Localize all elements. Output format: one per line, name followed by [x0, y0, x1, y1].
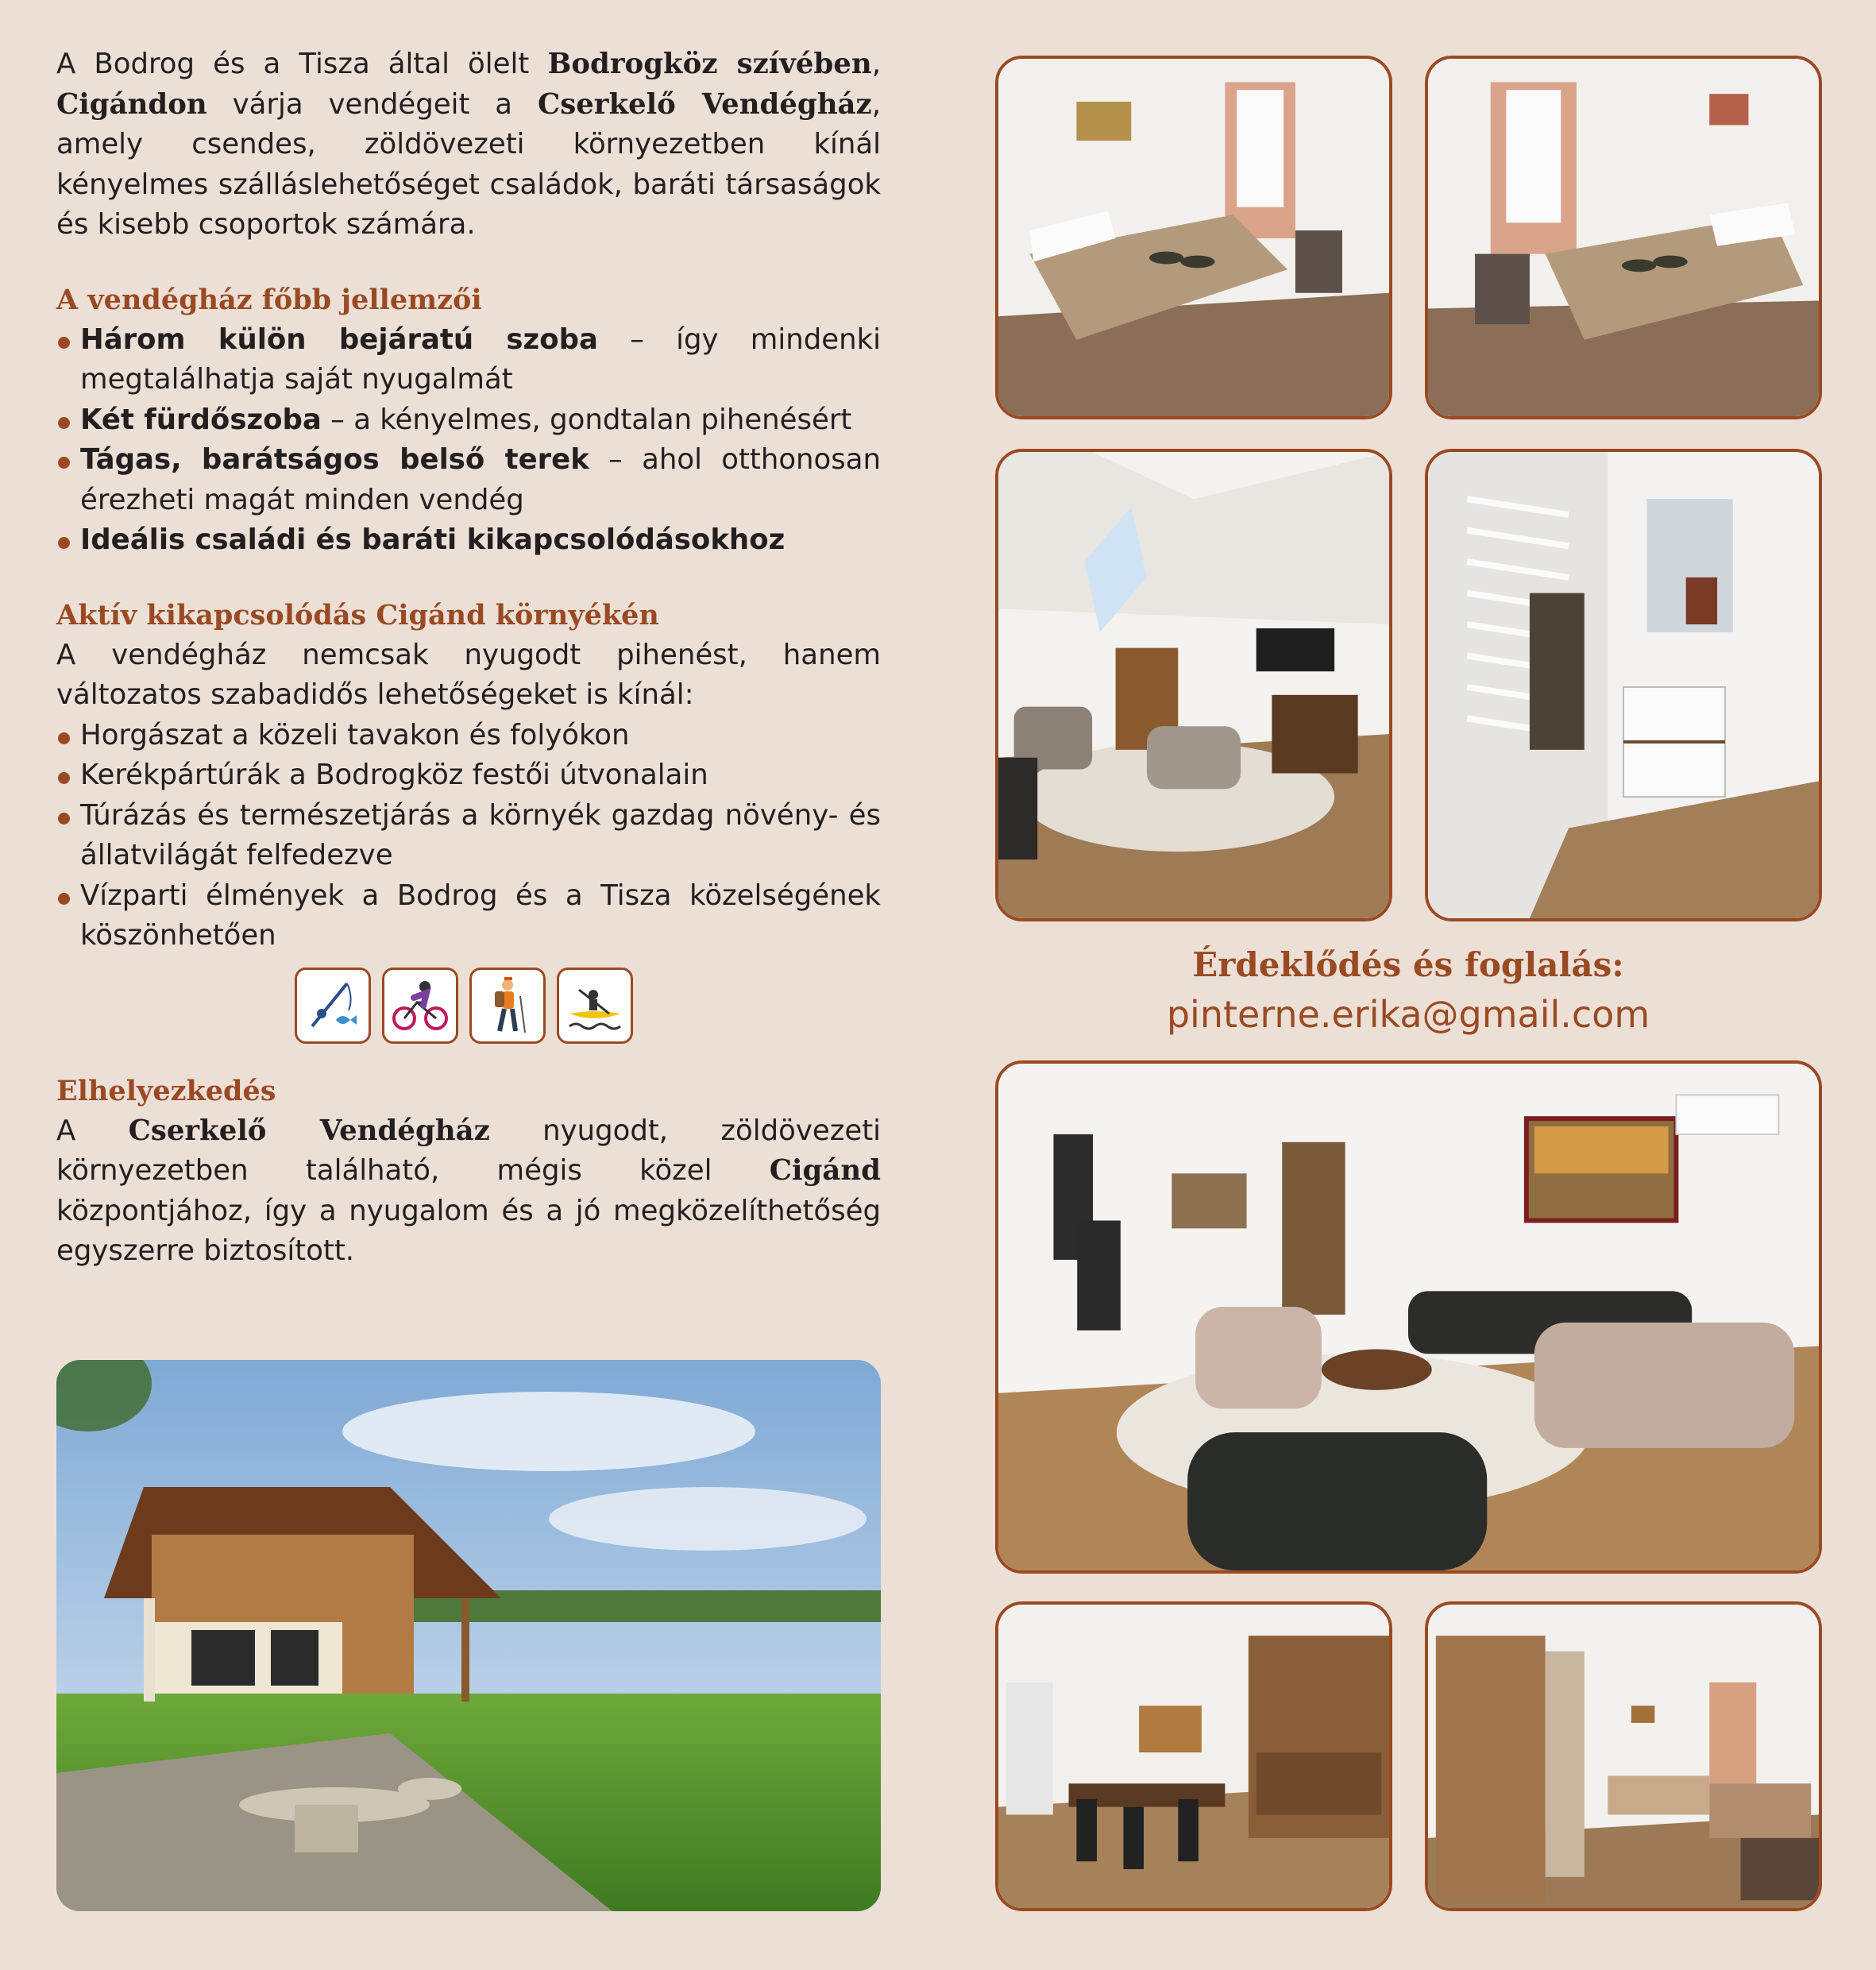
bedroom-photo-1: [995, 56, 1392, 419]
contact-email-link[interactable]: pinterne.erika@gmail.com: [1166, 993, 1650, 1036]
activities-heading: Aktív kikapcsolódás Cigánd környékén: [56, 598, 659, 632]
fishing-icon: [295, 968, 371, 1044]
list-item: Kerékpártúrák a Bodrogköz festői útvonalain: [56, 755, 881, 796]
activities-list: [56, 716, 881, 956]
activity-icons: [295, 968, 881, 1044]
bedroom-photo-2: [1425, 56, 1822, 419]
intro-paragraph: A Bodrog és a Tisza által ölelt Bodrogköz szívében, Cigándon várja vendégeit a Cserkelő Vendégház, amely csendes, zöldövezeti környezetben kínál kényelmes szálláslehetőséget családok, baráti társaságok és kisebb csoportok számára.: [56, 48, 881, 241]
list-item: Horgászat a közeli tavakon és folyókon: [56, 716, 881, 756]
list-item: Vízparti élmények a Bodrog és a Tisza közelségének köszönhetően: [56, 876, 881, 956]
list-item: Két fürdőszoba – a kényelmes, gondtalan pihenésért: [56, 400, 881, 441]
exterior-photo: [56, 1360, 881, 1911]
bathroom-photo: [1425, 449, 1822, 921]
contact-title: Érdeklődés és foglalás:: [1192, 945, 1624, 984]
list-item: Túrázás és természetjárás a környék gazdag növény- és állatvilágát felfedezve: [56, 796, 881, 876]
features-list: [56, 320, 881, 561]
kitchen-photo: [995, 1601, 1392, 1911]
text-column: [56, 44, 881, 1272]
list-item: Tágas, barátságos belső terek – ahol otthonosan érezheti magát minden vendég: [56, 440, 881, 520]
kayak-icon: [557, 968, 633, 1044]
cycling-icon: [382, 968, 458, 1044]
bedroom-photo-3: [1425, 1601, 1822, 1911]
living-room-photo: [995, 449, 1392, 921]
activities-intro: A vendégház nemcsak nyugodt pihenést, hanem változatos szabadidős lehetőségeket is kínál:: [56, 638, 881, 711]
hiking-icon: [469, 968, 546, 1044]
list-item: Ideális családi és baráti kikapcsolódásokhoz: [56, 520, 881, 561]
location-heading: Elhelyezkedés: [56, 1074, 276, 1107]
list-item: Három külön bejáratú szoba – így mindenki megtalálhatja saját nyugalmát: [56, 320, 881, 400]
location-paragraph: A Cserkelő Vendégház nyugodt, zöldövezeti környezetben található, mégis közel Cigánd központjához, így a nyugalom és a jó megközelíthetőség egyszerre biztosított.: [56, 1114, 881, 1267]
open-plan-photo: [995, 1060, 1822, 1574]
features-heading: A vendégház főbb jellemzői: [56, 283, 482, 316]
